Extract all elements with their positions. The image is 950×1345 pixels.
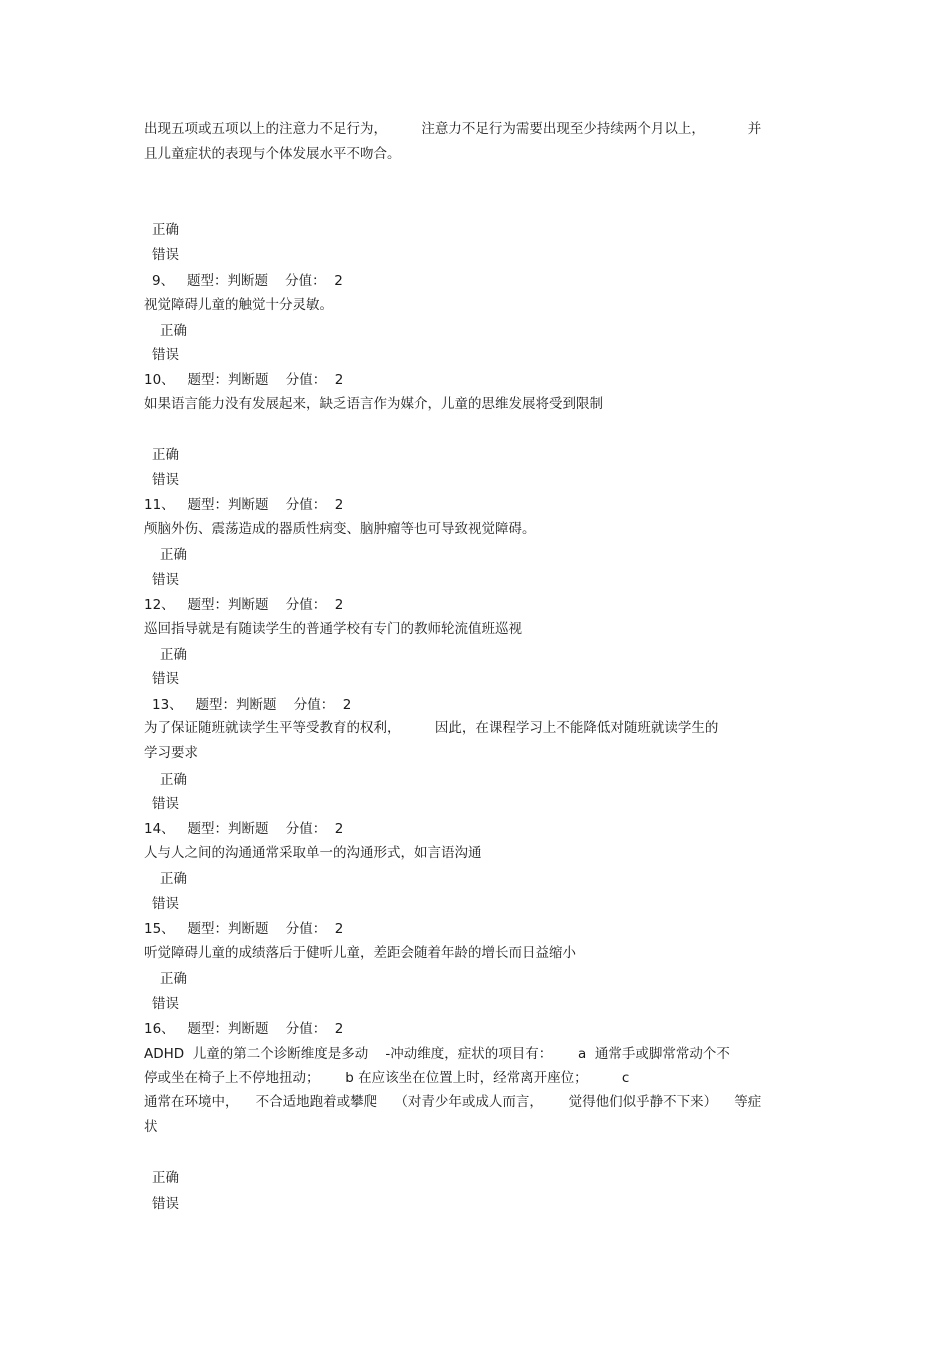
question-text: 学习要求	[144, 745, 198, 761]
question-header: 13、 题型：判断题 分值： 2	[152, 697, 352, 713]
question-header: 16、 题型：判断题 分值： 2	[144, 1021, 344, 1037]
question-header: 12、 题型：判断题 分值： 2	[144, 597, 344, 613]
option-false[interactable]: 错误	[152, 572, 179, 588]
option-true[interactable]: 正确	[160, 323, 187, 339]
option-false[interactable]: 错误	[152, 472, 179, 488]
intro-line-1: 出现五项或五项以上的注意力不足行为， 注意力不足行为需要出现至少持续两个月以上， 并	[144, 121, 762, 137]
option-false[interactable]: 错误	[152, 247, 179, 263]
question-text: 如果语言能力没有发展起来，缺乏语言作为媒介，儿童的思维发展将受到限制	[144, 396, 603, 412]
option-false[interactable]: 错误	[152, 671, 179, 687]
option-true[interactable]: 正确	[152, 447, 179, 463]
question-text: 状	[144, 1119, 158, 1135]
option-false[interactable]: 错误	[152, 896, 179, 912]
question-text: 为了保证随班就读学生平等受教育的权利， 因此，在课程学习上不能降低对随班就读学生的	[144, 720, 719, 736]
option-true[interactable]: 正确	[152, 1170, 179, 1186]
question-header: 14、 题型：判断题 分值： 2	[144, 821, 344, 837]
option-false[interactable]: 错误	[152, 1196, 179, 1212]
question-header: 10、 题型：判断题 分值： 2	[144, 372, 344, 388]
question-text: 停或坐在椅子上不停地扭动； b 在应该坐在位置上时，经常离开座位； c	[144, 1070, 630, 1086]
option-true[interactable]: 正确	[160, 772, 187, 788]
option-false[interactable]: 错误	[152, 996, 179, 1012]
option-true[interactable]: 正确	[160, 647, 187, 663]
question-text: 听觉障碍儿童的成绩落后于健听儿童，差距会随着年龄的增长而日益缩小	[144, 945, 576, 961]
question-header: 11、 题型：判断题 分值： 2	[144, 497, 344, 513]
question-text: 巡回指导就是有随读学生的普通学校有专门的教师轮流值班巡视	[144, 621, 522, 637]
option-false[interactable]: 错误	[152, 796, 179, 812]
option-true[interactable]: 正确	[160, 547, 187, 563]
question-text: 人与人之间的沟通通常采取单一的沟通形式，如言语沟通	[144, 845, 482, 861]
question-text: 通常在环境中， 不合适地跑着或攀爬 （对青少年或成人而言， 觉得他们似乎静不下来） 等症	[144, 1094, 762, 1110]
question-header: 9、 题型：判断题 分值： 2	[152, 273, 343, 289]
question-text: 视觉障碍儿童的触觉十分灵敏。	[144, 297, 333, 313]
question-text: ADHD 儿童的第二个诊断维度是多动 -冲动维度，症状的项目有： a 通常手或脚常常动个不	[144, 1046, 730, 1062]
question-header: 15、 题型：判断题 分值： 2	[144, 921, 344, 937]
option-true[interactable]: 正确	[152, 222, 179, 238]
option-true[interactable]: 正确	[160, 871, 187, 887]
intro-line-2: 且儿童症状的表现与个体发展水平不吻合。	[144, 146, 401, 162]
option-true[interactable]: 正确	[160, 971, 187, 987]
option-false[interactable]: 错误	[152, 347, 179, 363]
question-text: 颅脑外伤、震荡造成的器质性病变、脑肿瘤等也可导致视觉障碍。	[144, 521, 536, 537]
